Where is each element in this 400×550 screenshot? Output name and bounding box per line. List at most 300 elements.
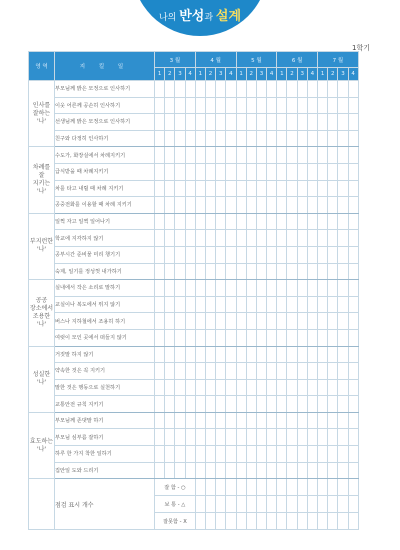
check-cell[interactable]	[307, 114, 317, 131]
check-cell[interactable]	[246, 163, 256, 180]
check-cell[interactable]	[155, 246, 165, 263]
check-cell[interactable]	[328, 180, 338, 197]
check-cell[interactable]	[195, 346, 205, 363]
check-cell[interactable]	[267, 147, 277, 164]
check-cell[interactable]	[287, 246, 297, 263]
count-cell[interactable]	[277, 479, 287, 496]
check-cell[interactable]	[246, 363, 256, 380]
check-cell[interactable]	[236, 197, 246, 214]
count-cell[interactable]	[348, 496, 358, 513]
check-cell[interactable]	[348, 280, 358, 297]
check-cell[interactable]	[277, 97, 287, 114]
check-cell[interactable]	[226, 280, 236, 297]
check-cell[interactable]	[338, 163, 348, 180]
check-cell[interactable]	[318, 346, 328, 363]
check-cell[interactable]	[348, 429, 358, 446]
check-cell[interactable]	[328, 263, 338, 280]
check-cell[interactable]	[155, 180, 165, 197]
check-cell[interactable]	[216, 230, 226, 247]
check-cell[interactable]	[195, 81, 205, 98]
check-cell[interactable]	[277, 396, 287, 413]
check-cell[interactable]	[195, 130, 205, 147]
check-cell[interactable]	[328, 462, 338, 479]
check-cell[interactable]	[226, 462, 236, 479]
count-cell[interactable]	[328, 479, 338, 496]
check-cell[interactable]	[165, 230, 175, 247]
check-cell[interactable]	[267, 296, 277, 313]
count-cell[interactable]	[216, 479, 226, 496]
check-cell[interactable]	[246, 462, 256, 479]
check-cell[interactable]	[297, 462, 307, 479]
check-cell[interactable]	[185, 429, 195, 446]
check-cell[interactable]	[226, 263, 236, 280]
check-cell[interactable]	[205, 313, 215, 330]
count-cell[interactable]	[287, 513, 297, 530]
check-cell[interactable]	[155, 280, 165, 297]
count-cell[interactable]	[307, 479, 317, 496]
check-cell[interactable]	[175, 147, 185, 164]
check-cell[interactable]	[216, 296, 226, 313]
check-cell[interactable]	[175, 180, 185, 197]
check-cell[interactable]	[226, 246, 236, 263]
check-cell[interactable]	[205, 329, 215, 346]
check-cell[interactable]	[348, 329, 358, 346]
check-cell[interactable]	[155, 429, 165, 446]
check-cell[interactable]	[205, 280, 215, 297]
check-cell[interactable]	[175, 230, 185, 247]
check-cell[interactable]	[287, 180, 297, 197]
check-cell[interactable]	[297, 230, 307, 247]
count-cell[interactable]	[226, 513, 236, 530]
check-cell[interactable]	[338, 263, 348, 280]
count-cell[interactable]	[338, 496, 348, 513]
check-cell[interactable]	[246, 130, 256, 147]
check-cell[interactable]	[155, 163, 165, 180]
check-cell[interactable]	[267, 280, 277, 297]
check-cell[interactable]	[267, 379, 277, 396]
check-cell[interactable]	[328, 363, 338, 380]
check-cell[interactable]	[216, 346, 226, 363]
check-cell[interactable]	[307, 462, 317, 479]
check-cell[interactable]	[287, 462, 297, 479]
check-cell[interactable]	[205, 379, 215, 396]
check-cell[interactable]	[165, 130, 175, 147]
check-cell[interactable]	[205, 130, 215, 147]
check-cell[interactable]	[307, 379, 317, 396]
check-cell[interactable]	[256, 197, 266, 214]
check-cell[interactable]	[175, 114, 185, 131]
check-cell[interactable]	[246, 114, 256, 131]
check-cell[interactable]	[155, 446, 165, 463]
check-cell[interactable]	[277, 412, 287, 429]
check-cell[interactable]	[338, 147, 348, 164]
check-cell[interactable]	[185, 130, 195, 147]
check-cell[interactable]	[205, 197, 215, 214]
check-cell[interactable]	[328, 246, 338, 263]
check-cell[interactable]	[246, 97, 256, 114]
check-cell[interactable]	[328, 130, 338, 147]
check-cell[interactable]	[236, 462, 246, 479]
check-cell[interactable]	[267, 429, 277, 446]
check-cell[interactable]	[165, 81, 175, 98]
check-cell[interactable]	[318, 197, 328, 214]
check-cell[interactable]	[328, 296, 338, 313]
check-cell[interactable]	[205, 396, 215, 413]
check-cell[interactable]	[297, 213, 307, 230]
check-cell[interactable]	[195, 246, 205, 263]
check-cell[interactable]	[165, 329, 175, 346]
check-cell[interactable]	[287, 379, 297, 396]
check-cell[interactable]	[328, 163, 338, 180]
check-cell[interactable]	[216, 114, 226, 131]
check-cell[interactable]	[175, 346, 185, 363]
count-cell[interactable]	[328, 513, 338, 530]
count-cell[interactable]	[348, 479, 358, 496]
check-cell[interactable]	[297, 180, 307, 197]
check-cell[interactable]	[205, 81, 215, 98]
check-cell[interactable]	[348, 446, 358, 463]
count-cell[interactable]	[195, 513, 205, 530]
check-cell[interactable]	[195, 446, 205, 463]
check-cell[interactable]	[267, 197, 277, 214]
count-cell[interactable]	[277, 513, 287, 530]
check-cell[interactable]	[216, 246, 226, 263]
check-cell[interactable]	[297, 346, 307, 363]
check-cell[interactable]	[236, 163, 246, 180]
check-cell[interactable]	[348, 97, 358, 114]
check-cell[interactable]	[236, 446, 246, 463]
check-cell[interactable]	[175, 296, 185, 313]
check-cell[interactable]	[195, 329, 205, 346]
check-cell[interactable]	[338, 296, 348, 313]
check-cell[interactable]	[267, 163, 277, 180]
check-cell[interactable]	[155, 114, 165, 131]
check-cell[interactable]	[256, 329, 266, 346]
count-cell[interactable]	[318, 479, 328, 496]
check-cell[interactable]	[246, 396, 256, 413]
check-cell[interactable]	[267, 363, 277, 380]
check-cell[interactable]	[338, 462, 348, 479]
check-cell[interactable]	[287, 81, 297, 98]
check-cell[interactable]	[155, 81, 165, 98]
check-cell[interactable]	[287, 346, 297, 363]
count-cell[interactable]	[216, 496, 226, 513]
check-cell[interactable]	[165, 379, 175, 396]
check-cell[interactable]	[175, 280, 185, 297]
check-cell[interactable]	[236, 429, 246, 446]
check-cell[interactable]	[216, 280, 226, 297]
check-cell[interactable]	[195, 462, 205, 479]
check-cell[interactable]	[165, 97, 175, 114]
check-cell[interactable]	[256, 462, 266, 479]
check-cell[interactable]	[277, 81, 287, 98]
check-cell[interactable]	[348, 213, 358, 230]
check-cell[interactable]	[307, 446, 317, 463]
check-cell[interactable]	[297, 263, 307, 280]
check-cell[interactable]	[318, 396, 328, 413]
check-cell[interactable]	[297, 114, 307, 131]
check-cell[interactable]	[195, 230, 205, 247]
check-cell[interactable]	[307, 180, 317, 197]
check-cell[interactable]	[165, 280, 175, 297]
check-cell[interactable]	[267, 97, 277, 114]
check-cell[interactable]	[277, 379, 287, 396]
check-cell[interactable]	[318, 412, 328, 429]
check-cell[interactable]	[226, 429, 236, 446]
check-cell[interactable]	[246, 329, 256, 346]
check-cell[interactable]	[297, 163, 307, 180]
check-cell[interactable]	[267, 114, 277, 131]
check-cell[interactable]	[287, 213, 297, 230]
check-cell[interactable]	[226, 446, 236, 463]
check-cell[interactable]	[256, 429, 266, 446]
check-cell[interactable]	[318, 114, 328, 131]
check-cell[interactable]	[318, 81, 328, 98]
check-cell[interactable]	[195, 147, 205, 164]
check-cell[interactable]	[165, 114, 175, 131]
check-cell[interactable]	[348, 296, 358, 313]
check-cell[interactable]	[165, 213, 175, 230]
check-cell[interactable]	[307, 363, 317, 380]
check-cell[interactable]	[246, 346, 256, 363]
check-cell[interactable]	[348, 346, 358, 363]
count-cell[interactable]	[205, 513, 215, 530]
check-cell[interactable]	[236, 412, 246, 429]
check-cell[interactable]	[246, 429, 256, 446]
check-cell[interactable]	[165, 363, 175, 380]
check-cell[interactable]	[267, 81, 277, 98]
check-cell[interactable]	[277, 313, 287, 330]
check-cell[interactable]	[216, 363, 226, 380]
check-cell[interactable]	[277, 462, 287, 479]
check-cell[interactable]	[155, 363, 165, 380]
check-cell[interactable]	[205, 97, 215, 114]
check-cell[interactable]	[185, 114, 195, 131]
check-cell[interactable]	[216, 147, 226, 164]
check-cell[interactable]	[348, 412, 358, 429]
check-cell[interactable]	[165, 197, 175, 214]
check-cell[interactable]	[307, 147, 317, 164]
check-cell[interactable]	[256, 313, 266, 330]
check-cell[interactable]	[277, 230, 287, 247]
check-cell[interactable]	[307, 213, 317, 230]
check-cell[interactable]	[185, 180, 195, 197]
check-cell[interactable]	[165, 246, 175, 263]
check-cell[interactable]	[256, 213, 266, 230]
check-cell[interactable]	[175, 379, 185, 396]
check-cell[interactable]	[185, 97, 195, 114]
check-cell[interactable]	[155, 329, 165, 346]
check-cell[interactable]	[328, 446, 338, 463]
check-cell[interactable]	[318, 280, 328, 297]
check-cell[interactable]	[318, 147, 328, 164]
check-cell[interactable]	[205, 462, 215, 479]
count-cell[interactable]	[256, 513, 266, 530]
check-cell[interactable]	[226, 213, 236, 230]
check-cell[interactable]	[328, 197, 338, 214]
check-cell[interactable]	[195, 412, 205, 429]
check-cell[interactable]	[205, 114, 215, 131]
check-cell[interactable]	[277, 446, 287, 463]
check-cell[interactable]	[205, 446, 215, 463]
check-cell[interactable]	[236, 147, 246, 164]
check-cell[interactable]	[175, 429, 185, 446]
check-cell[interactable]	[267, 313, 277, 330]
check-cell[interactable]	[236, 296, 246, 313]
check-cell[interactable]	[185, 246, 195, 263]
count-cell[interactable]	[216, 513, 226, 530]
check-cell[interactable]	[246, 81, 256, 98]
check-cell[interactable]	[277, 114, 287, 131]
check-cell[interactable]	[318, 130, 328, 147]
check-cell[interactable]	[175, 130, 185, 147]
check-cell[interactable]	[185, 396, 195, 413]
check-cell[interactable]	[277, 163, 287, 180]
check-cell[interactable]	[155, 197, 165, 214]
check-cell[interactable]	[338, 379, 348, 396]
check-cell[interactable]	[216, 313, 226, 330]
check-cell[interactable]	[348, 462, 358, 479]
count-cell[interactable]	[267, 513, 277, 530]
check-cell[interactable]	[195, 180, 205, 197]
check-cell[interactable]	[236, 313, 246, 330]
check-cell[interactable]	[205, 412, 215, 429]
check-cell[interactable]	[307, 296, 317, 313]
check-cell[interactable]	[318, 296, 328, 313]
check-cell[interactable]	[216, 213, 226, 230]
check-cell[interactable]	[155, 263, 165, 280]
check-cell[interactable]	[338, 114, 348, 131]
check-cell[interactable]	[328, 412, 338, 429]
check-cell[interactable]	[307, 346, 317, 363]
check-cell[interactable]	[328, 114, 338, 131]
check-cell[interactable]	[185, 446, 195, 463]
check-cell[interactable]	[155, 213, 165, 230]
check-cell[interactable]	[297, 97, 307, 114]
check-cell[interactable]	[297, 396, 307, 413]
check-cell[interactable]	[277, 280, 287, 297]
check-cell[interactable]	[318, 180, 328, 197]
count-cell[interactable]	[287, 496, 297, 513]
check-cell[interactable]	[155, 396, 165, 413]
check-cell[interactable]	[267, 180, 277, 197]
check-cell[interactable]	[318, 329, 328, 346]
check-cell[interactable]	[226, 296, 236, 313]
count-cell[interactable]	[226, 479, 236, 496]
check-cell[interactable]	[205, 429, 215, 446]
check-cell[interactable]	[318, 446, 328, 463]
count-cell[interactable]	[256, 479, 266, 496]
check-cell[interactable]	[348, 313, 358, 330]
check-cell[interactable]	[256, 396, 266, 413]
check-cell[interactable]	[297, 379, 307, 396]
check-cell[interactable]	[348, 180, 358, 197]
check-cell[interactable]	[236, 363, 246, 380]
check-cell[interactable]	[226, 329, 236, 346]
check-cell[interactable]	[287, 97, 297, 114]
check-cell[interactable]	[307, 412, 317, 429]
check-cell[interactable]	[307, 396, 317, 413]
check-cell[interactable]	[287, 130, 297, 147]
check-cell[interactable]	[338, 81, 348, 98]
check-cell[interactable]	[205, 180, 215, 197]
check-cell[interactable]	[185, 263, 195, 280]
check-cell[interactable]	[195, 296, 205, 313]
check-cell[interactable]	[195, 163, 205, 180]
check-cell[interactable]	[307, 163, 317, 180]
check-cell[interactable]	[236, 180, 246, 197]
check-cell[interactable]	[267, 412, 277, 429]
check-cell[interactable]	[195, 97, 205, 114]
check-cell[interactable]	[216, 97, 226, 114]
check-cell[interactable]	[267, 213, 277, 230]
count-cell[interactable]	[267, 479, 277, 496]
check-cell[interactable]	[155, 412, 165, 429]
check-cell[interactable]	[246, 446, 256, 463]
check-cell[interactable]	[256, 346, 266, 363]
count-cell[interactable]	[338, 479, 348, 496]
check-cell[interactable]	[195, 313, 205, 330]
check-cell[interactable]	[175, 81, 185, 98]
check-cell[interactable]	[287, 280, 297, 297]
count-cell[interactable]	[328, 496, 338, 513]
check-cell[interactable]	[297, 412, 307, 429]
check-cell[interactable]	[318, 246, 328, 263]
check-cell[interactable]	[236, 130, 246, 147]
check-cell[interactable]	[318, 263, 328, 280]
check-cell[interactable]	[338, 446, 348, 463]
count-cell[interactable]	[205, 479, 215, 496]
check-cell[interactable]	[246, 263, 256, 280]
check-cell[interactable]	[226, 197, 236, 214]
count-cell[interactable]	[318, 496, 328, 513]
check-cell[interactable]	[287, 147, 297, 164]
check-cell[interactable]	[256, 412, 266, 429]
check-cell[interactable]	[348, 114, 358, 131]
check-cell[interactable]	[328, 230, 338, 247]
check-cell[interactable]	[338, 412, 348, 429]
check-cell[interactable]	[216, 180, 226, 197]
check-cell[interactable]	[348, 396, 358, 413]
check-cell[interactable]	[185, 329, 195, 346]
check-cell[interactable]	[287, 329, 297, 346]
check-cell[interactable]	[165, 446, 175, 463]
check-cell[interactable]	[256, 97, 266, 114]
check-cell[interactable]	[267, 462, 277, 479]
check-cell[interactable]	[318, 379, 328, 396]
check-cell[interactable]	[226, 396, 236, 413]
check-cell[interactable]	[246, 197, 256, 214]
check-cell[interactable]	[226, 114, 236, 131]
check-cell[interactable]	[216, 446, 226, 463]
check-cell[interactable]	[155, 147, 165, 164]
check-cell[interactable]	[277, 130, 287, 147]
check-cell[interactable]	[246, 230, 256, 247]
check-cell[interactable]	[256, 163, 266, 180]
check-cell[interactable]	[246, 280, 256, 297]
check-cell[interactable]	[175, 363, 185, 380]
check-cell[interactable]	[338, 429, 348, 446]
check-cell[interactable]	[256, 230, 266, 247]
check-cell[interactable]	[256, 81, 266, 98]
check-cell[interactable]	[338, 130, 348, 147]
check-cell[interactable]	[348, 246, 358, 263]
check-cell[interactable]	[267, 246, 277, 263]
check-cell[interactable]	[226, 147, 236, 164]
check-cell[interactable]	[205, 296, 215, 313]
check-cell[interactable]	[185, 379, 195, 396]
check-cell[interactable]	[277, 346, 287, 363]
